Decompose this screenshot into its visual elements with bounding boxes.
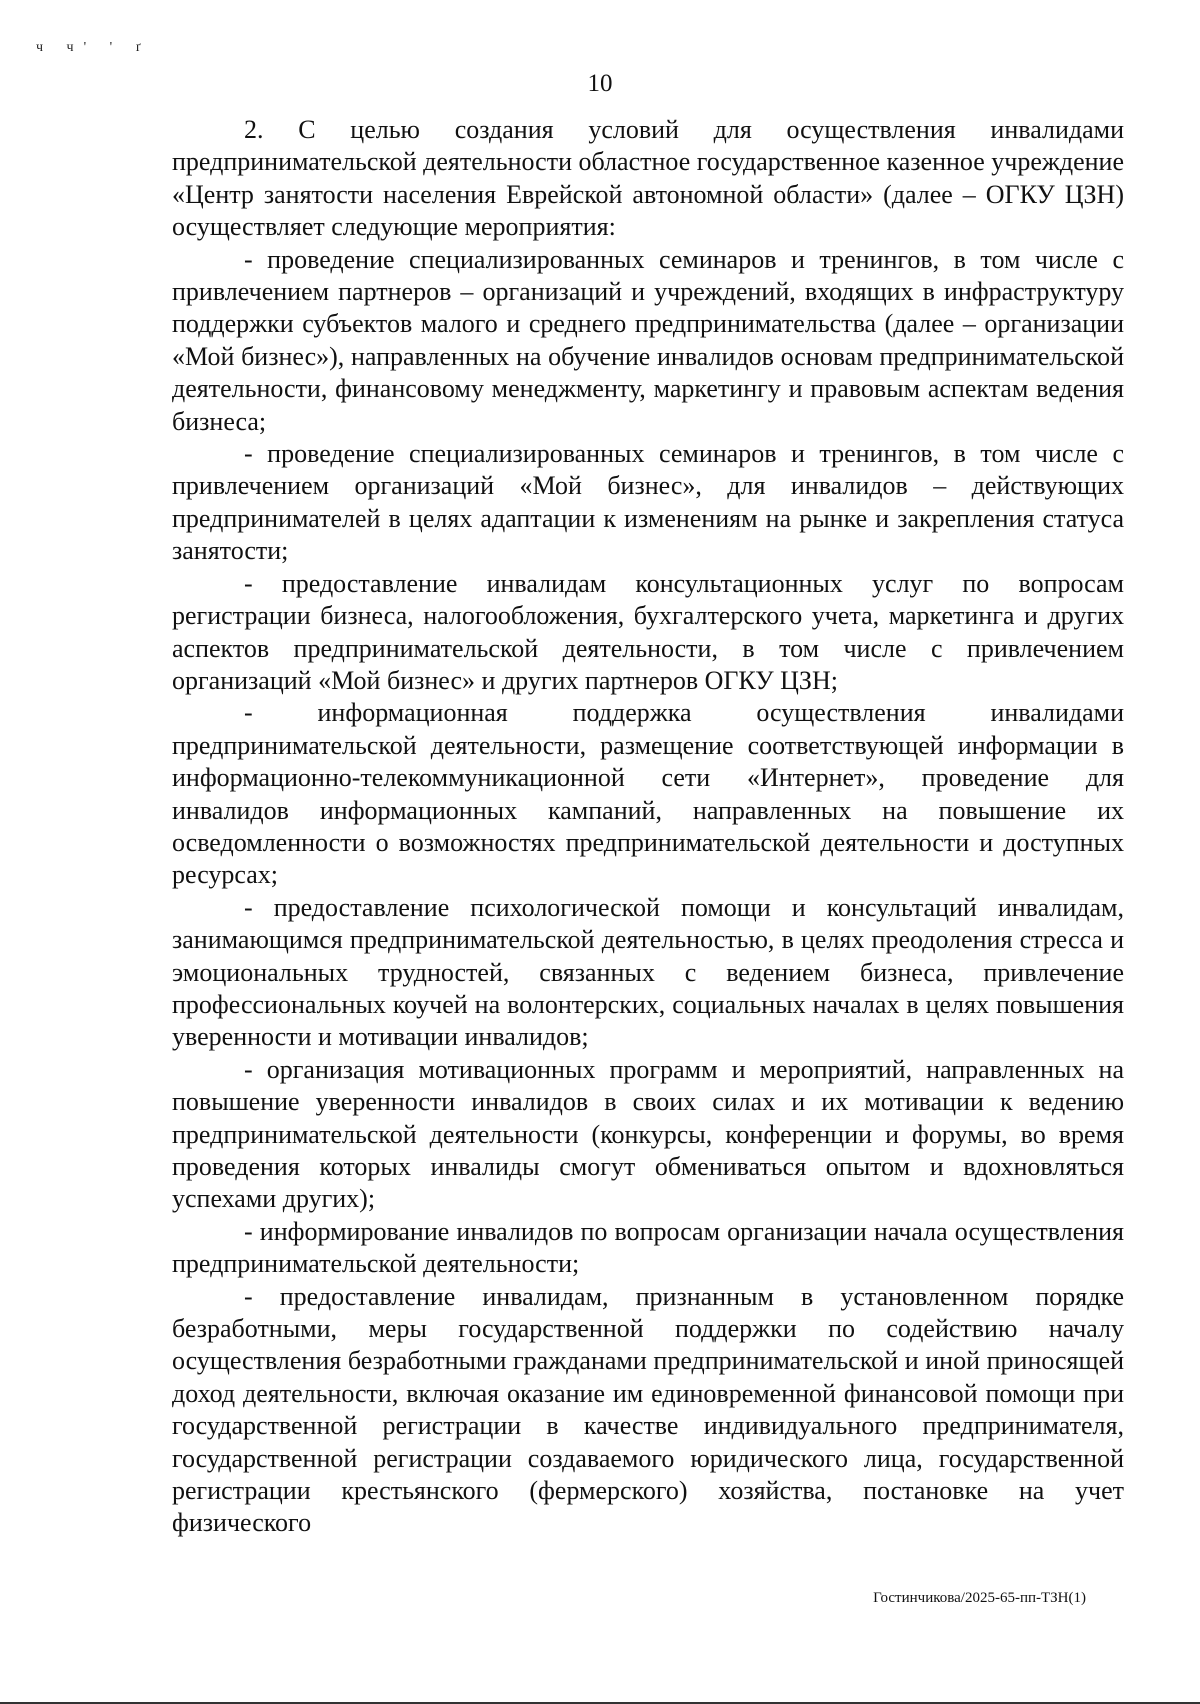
paragraph-item: - проведение специализированных семинаров и тренингов, в том числе с привлечением партнеров – организаций и учреждений, входящих в инфраструктуру поддержки субъектов малого и среднего предпринимательства (далее – организации «Мой бизнес»), направленных на обучение инвалидов основам предпринимательской деятельности, финансовому менеджменту, маркетингу и правовым аспектам ведения бизнеса; <box>172 244 1124 436</box>
paragraph-item: - информационная поддержка осуществления инвалидами предпринимательской деятельности, размещение соответствующей информации в информационно-телекоммуникационной сети «Интернет», проведение для инвалидов информационных кампаний, направленных на повышение их осведомленности о возможностях предпринимательской деятельности и доступных ресурсах; <box>172 698 1124 890</box>
paragraph-item: - организация мотивационных программ и мероприятий, направленных на повышение уверенности инвалидов в своих силах и их мотивации к ведению предпринимательской деятельности (конкурсы, конференции и форумы, во время проведения которых инвалиды смогут обмениваться опытом и вдохновляться успехами других); <box>172 1054 1124 1214</box>
page-number: 10 <box>587 70 613 97</box>
paragraph-item: - предоставление психологической помощи и консультаций инвалидам, занимающимся предпринимательской деятельностью, в целях преодоления стресса и эмоциональных трудностей, связанных с ведением бизнеса, привлечение профессиональных коучей на волонтерских, социальных началах в целях повышения уверенности и мотивации инвалидов; <box>172 892 1124 1052</box>
paragraph-item: - проведение специализированных семинаров и тренингов, в том числе с привлечением организаций «Мой бизнес», для инвалидов – действующих предпринимателей в целях адаптации к изменениям на рынке и закрепления статуса занятости; <box>172 439 1124 566</box>
paragraph-item: - предоставление инвалидам консультационных услуг по вопросам регистрации бизнеса, налогообложения, бухгалтерского учета, маркетинга и других аспектов предпринимательской деятельности, в том числе с привлечением организаций «Мой бизнес» и других партнеров ОГКУ ЦЗН; <box>172 568 1124 695</box>
document-body <box>172 114 1124 1540</box>
scan-marks: ч ч' ' ґ <box>36 40 151 55</box>
footer-document-code: Гостинчикова/2025-65-пп-ТЗН(1) <box>873 1590 1086 1606</box>
paragraph-item: - информирование инвалидов по вопросам организации начала осуществления предпринимательской деятельности; <box>172 1216 1124 1279</box>
paragraph-item: - предоставление инвалидам, признанным в установленном порядке безработными, меры государственной поддержки по содействию началу осуществления безработными гражданами предпринимательской и иной приносящей доход деятельности, включая оказание им единовременной финансовой помощи при государственной регистрации в качестве индивидуального предпринимателя, государственной регистрации создаваемого юридического лица, государственной регистрации крестьянского (фермерского) хозяйства, постановке на учет физического <box>172 1281 1124 1538</box>
paragraph-intro: 2. С целью создания условий для осуществления инвалидами предпринимательской деятельности областное государственное казенное учреждение «Центр занятости населения Еврейской автономной области» (далее – ОГКУ ЦЗН) осуществляет следующие мероприятия: <box>172 115 1124 242</box>
